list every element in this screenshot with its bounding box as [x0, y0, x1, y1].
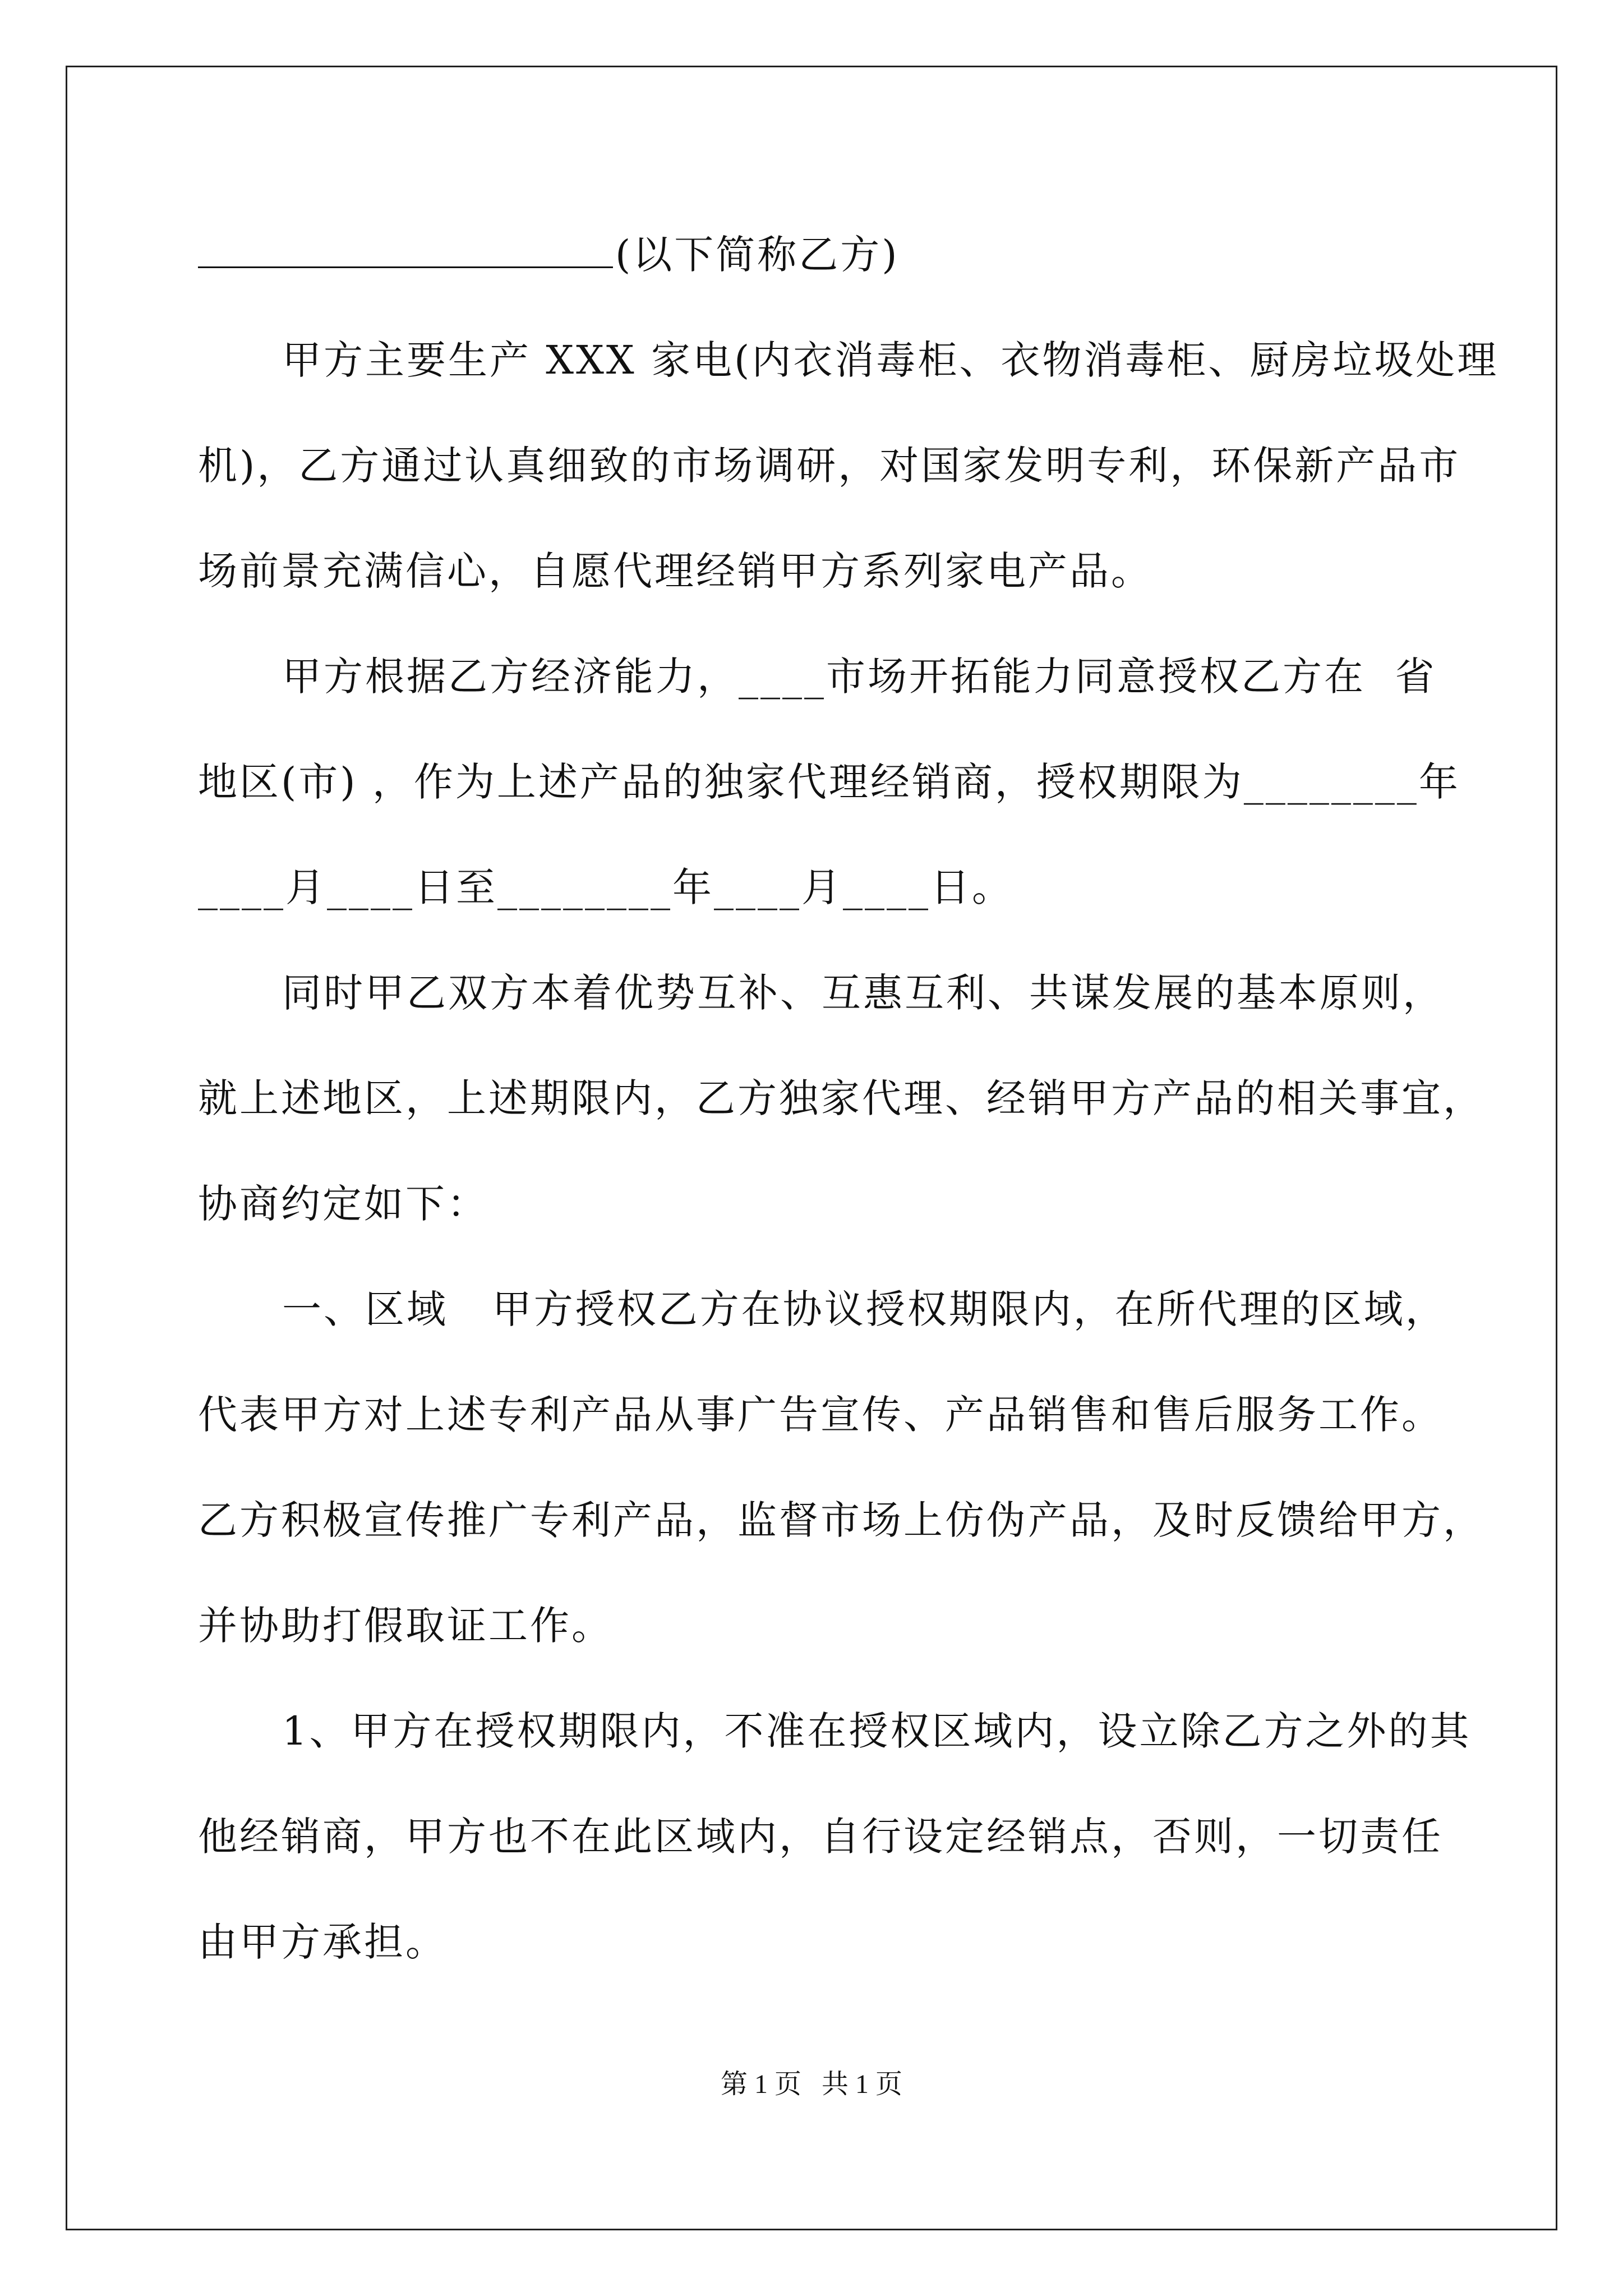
paragraph-line: 同时甲乙双方本着优势互补、互惠互利、共谋发展的基本原则，	[282, 970, 1444, 1016]
paragraph-line: 1、甲方在授权期限内，不准在授权区域内，设立除乙方之外的其	[282, 1708, 1472, 1754]
paragraph-line: 地区(市) ，作为上述产品的独家代理经销商，授权期限为________年	[198, 759, 1460, 805]
paragraph-line: 他经销商，甲方也不在此区域内，自行设定经销点，否则，一切责任	[198, 1814, 1443, 1860]
paragraph-line: 机)，乙方通过认真细致的市场调研，对国家发明专利，环保新产品市	[198, 443, 1461, 489]
paragraph-line: ____月____日至________年____月____日。	[198, 864, 1013, 910]
paragraph-line: 就上述地区，上述期限内，乙方独家代理、经销甲方产品的相关事宜，	[198, 1075, 1484, 1121]
paragraph-line: 场前景充满信心，自愿代理经销甲方系列家电产品。	[198, 548, 1152, 594]
document-body	[198, 202, 1499, 1995]
paragraph-line: 由甲方承担。	[198, 1919, 447, 1965]
party-b-blank	[198, 227, 613, 268]
party-b-label: (以下简称乙方)	[615, 232, 900, 278]
paragraph-line: 并协助打假取证工作。	[198, 1603, 613, 1649]
paragraph-line: 甲方根据乙方经济能力，____市场开拓能力同意授权乙方在 省	[282, 654, 1437, 700]
paragraph-line: 乙方积极宣传推广专利产品，监督市场上仿伪产品，及时反馈给甲方，	[198, 1497, 1484, 1543]
paragraph-line: 一、区域 甲方授权乙方在协议授权期限内，在所代理的区域，	[282, 1286, 1447, 1332]
paragraph-line: 代表甲方对上述专利产品从事广告宣传、产品销售和售后服务工作。	[198, 1392, 1443, 1438]
paragraph-line: 甲方主要生产 XXX 家电(内衣消毒柜、衣物消毒柜、厨房垃圾处理	[282, 337, 1499, 383]
party-b-line	[198, 202, 1435, 307]
page-number-footer: 第 1 页 共 1 页	[720, 2069, 902, 2099]
paragraph-line: 协商约定如下：	[198, 1181, 488, 1227]
